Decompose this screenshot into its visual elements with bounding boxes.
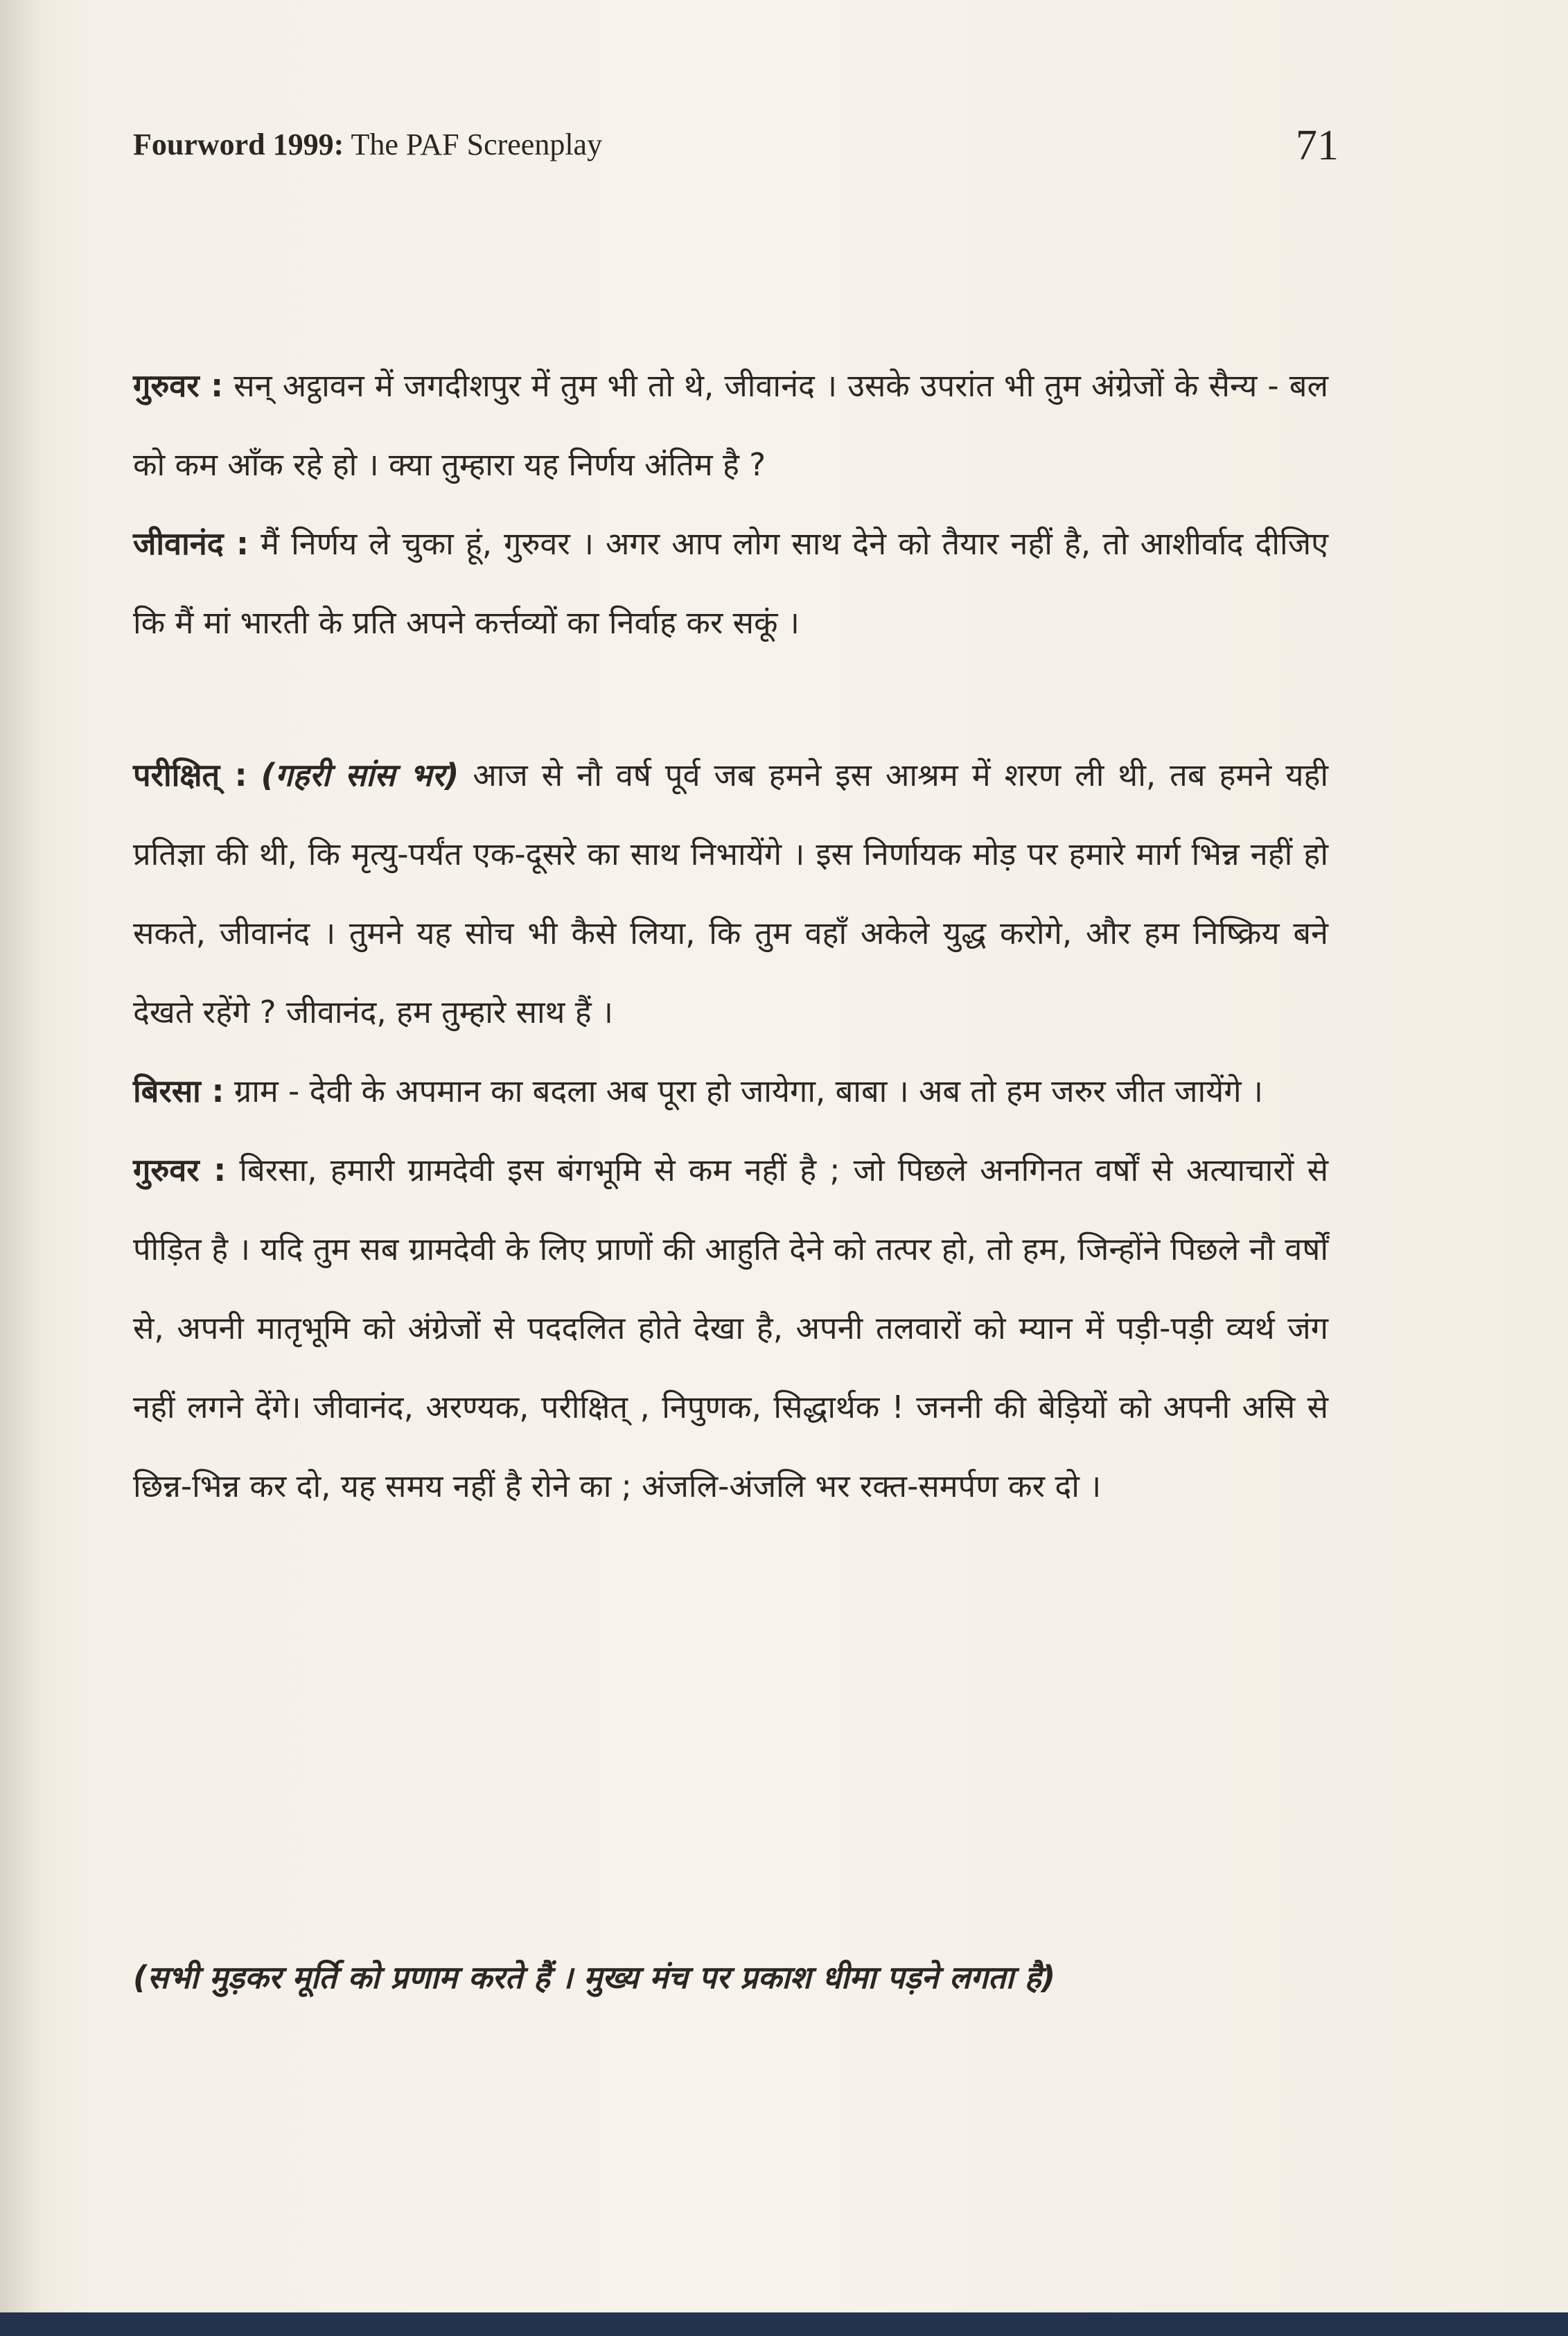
- dialogue-block: [133, 346, 1328, 504]
- dialogue-text: मैं निर्णय ले चुका हूं, गुरुवर । अगर आप लोग साथ देने को तैयार नहीं है, तो आशीर्वाद दीजिए कि मैं मां भारती के प्रति अपने कर्त्तव्यों का निर्वाह कर सकूं ।: [133, 525, 1328, 641]
- running-head-bold: Fourword 1999:: [133, 128, 344, 161]
- dialogue-text: बिरसा, हमारी ग्रामदेवी इस बंगभूमि से कम नहीं है ; जो पिछले अनगिनत वर्षों से अत्याचारों से पीड़ित है । यदि तुम सब ग्रामदेवी के लिए प्राणों की आहुति देने को तत्पर हो, तो हम, जिन्होंने पिछले नौ वर्षों से, अपनी मातृभूमि को अंग्रेजों से पददलित होते देखा है, अपनी तलवारों को म्यान में पड़ी-पड़ी व्यर्थ जंग नहीं लगने देंगे। जीवानंद, अरण्यक, परीक्षित् , निपुणक, सिद्धार्थक ! जननी की बेड़ियों को अपनी असि से छिन्न-भिन्न कर दो, यह समय नहीं है रोने का ; अंजलि-अंजलि भर रक्त-समर्पण कर दो ।: [133, 1152, 1328, 1504]
- dialogue-block: [133, 736, 1328, 1052]
- speaker-name: गुरुवर :: [133, 367, 224, 404]
- section-gap: [133, 662, 1328, 736]
- stage-direction: (सभी मुड़कर मूर्ति को प्रणाम करते हैं । मुख्य मंच पर प्रकाश धीमा पड़ने लगता है): [133, 1959, 1056, 1996]
- dialogue-text: सन् अट्ठावन में जगदीशपुर में तुम भी तो थे, जीवानंद । उसके उपरांत भी तुम अंग्रेजों के सैन्य - बल को कम आँक रहे हो । क्या तुम्हारा यह निर्णय अंतिम है ?: [133, 367, 1328, 483]
- screenplay-body: [133, 346, 1328, 1526]
- dialogue-block: [133, 504, 1328, 662]
- page-number: 71: [1296, 122, 1339, 169]
- speaker-name: परीक्षित् :: [133, 757, 247, 793]
- speaker-name: जीवानंद :: [133, 525, 249, 562]
- running-head-rest: The PAF Screenplay: [344, 128, 603, 161]
- running-head: [133, 127, 602, 162]
- dialogue-text: आज से नौ वर्ष पूर्व जब हमने इस आश्रम में शरण ली थी, तब हमने यही प्रतिज्ञा की थी, कि मृत्यु-पर्यंत एक-दूसरे का साथ निभायेंगे । इस निर्णायक मोड़ पर हमारे मार्ग भिन्न नहीं हो सकते, जीवानंद । तुमने यह सोच भी कैसे लिया, कि तुम वहाँ अकेले युद्ध करोगे, और हम निष्क्रिय बने देखते रहेंगे ? जीवानंद, हम तुम्हारे साथ हैं ।: [133, 757, 1328, 1030]
- dialogue-text: ग्राम - देवी के अपमान का बदला अब पूरा हो जायेगा, बाबा । अब तो हम जरुर जीत जायेंगे ।: [234, 1073, 1263, 1109]
- page-header: [133, 121, 1339, 184]
- speaker-name: बिरसा :: [133, 1073, 224, 1109]
- spine-shadow: [0, 0, 42, 2336]
- speaker-name: गुरुवर :: [133, 1152, 227, 1188]
- inline-direction: (गहरी सांस भर): [261, 757, 459, 793]
- scan-bottom-edge: [0, 2312, 1568, 2336]
- dialogue-block: [133, 1131, 1328, 1526]
- dialogue-block: [133, 1052, 1328, 1131]
